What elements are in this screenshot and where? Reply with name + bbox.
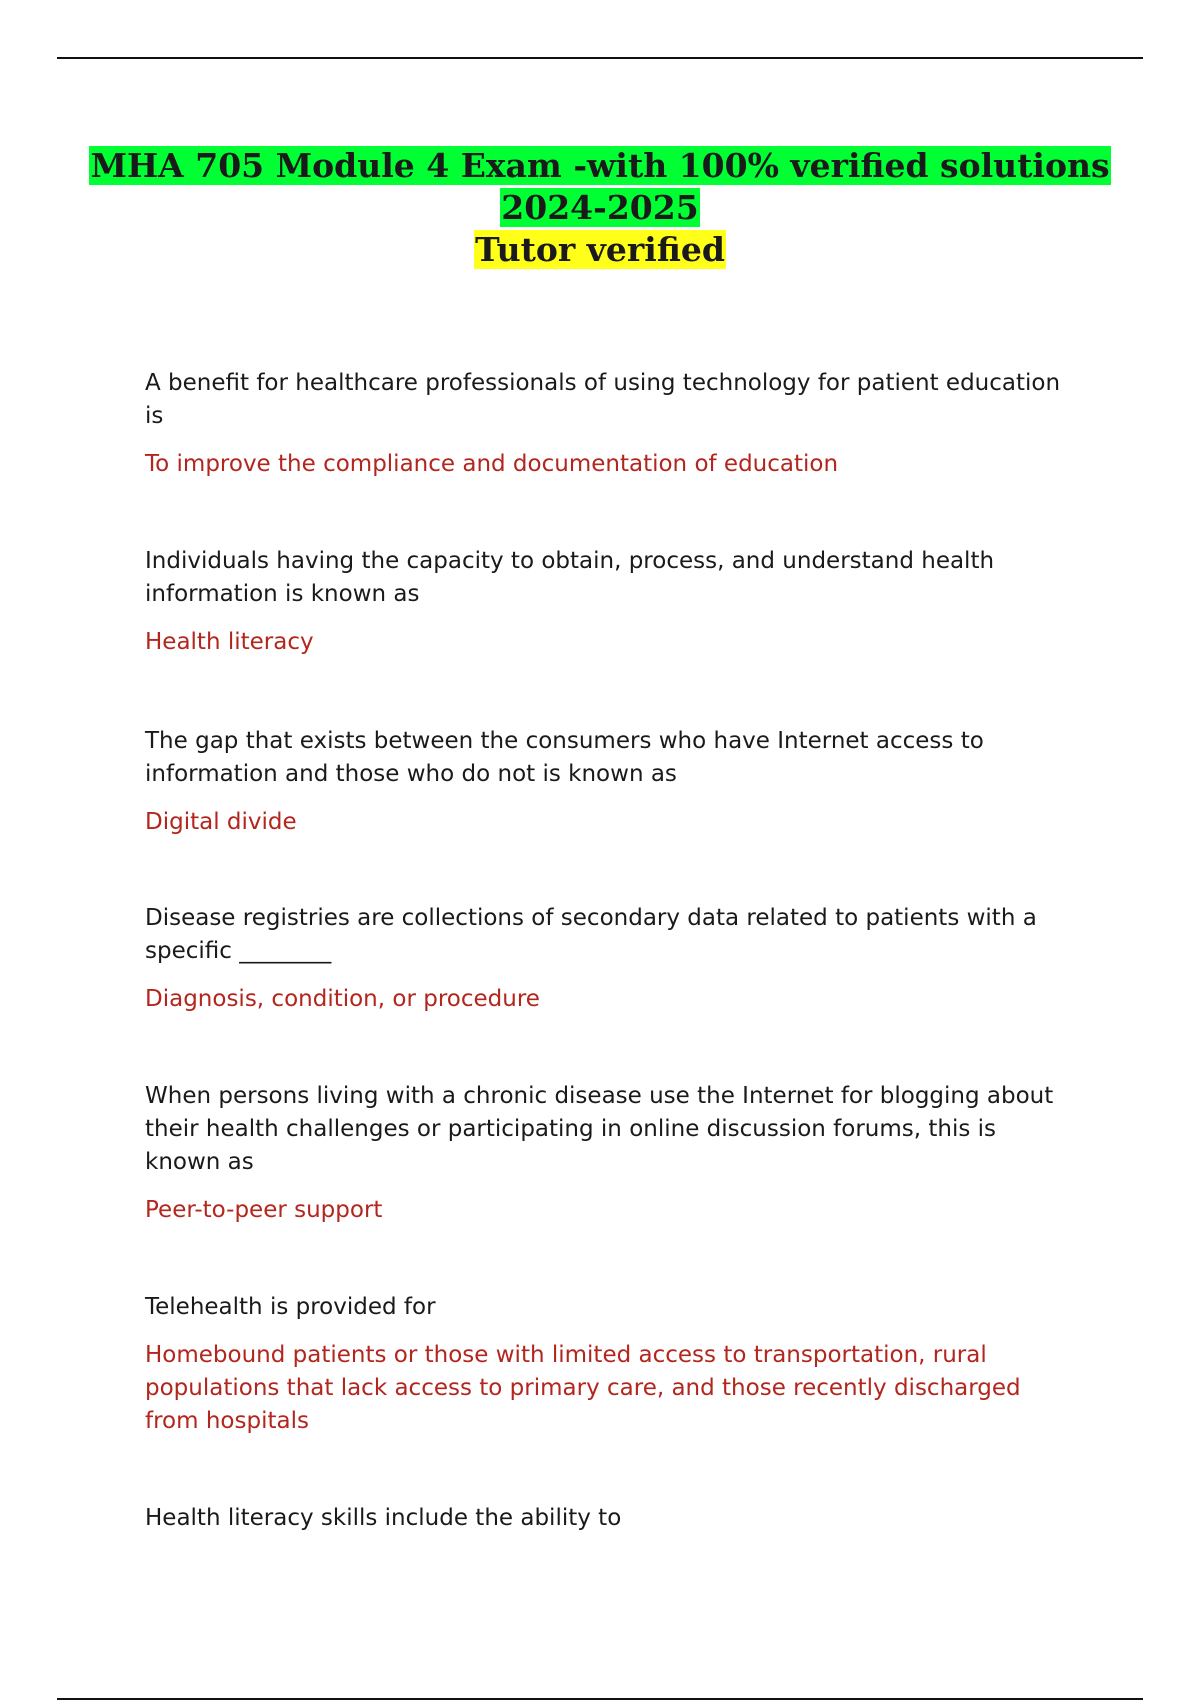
question-7: Health literacy skills include the ability to [145, 1505, 622, 1531]
answer-5: Peer-to-peer support [145, 1197, 383, 1223]
qa-item-4 [145, 902, 1065, 1080]
answer-1: To improve the compliance and documentation of education [145, 451, 839, 477]
title-line-1: MHA 705 Module 4 Exam -with 100% verified solutions [90, 146, 1110, 185]
qa-item-1 [145, 367, 1065, 545]
qa-list [145, 367, 1065, 1535]
title-line-3: Tutor verified [475, 230, 725, 269]
question-1: A benefit for healthcare professionals of using technology for patient education is [145, 370, 1061, 429]
qa-item-3 [145, 725, 1065, 902]
question-6: Telehealth is provided for [145, 1294, 436, 1320]
title-line-2: 2024-2025 [501, 188, 699, 227]
question-2: Individuals having the capacity to obtain, process, and understand health information is known as [145, 548, 995, 607]
qa-item-6 [145, 1291, 1065, 1502]
answer-2: Health literacy [145, 629, 314, 655]
qa-item-2 [145, 545, 1065, 725]
answer-6: Homebound patients or those with limited access to transportation, rural populations that lack access to primary care, and those recently discharged from hospitals [145, 1342, 1021, 1434]
answer-4: Diagnosis, condition, or procedure [145, 986, 540, 1012]
question-3: The gap that exists between the consumers who have Internet access to information and those who do not is known as [145, 728, 984, 787]
question-5: When persons living with a chronic disease use the Internet for blogging about their health challenges or participating in online discussion forums, this is known as [145, 1083, 1054, 1175]
document-title [0, 145, 1200, 271]
question-4: Disease registries are collections of secondary data related to patients with a specific ________ [145, 905, 1037, 964]
answer-3: Digital divide [145, 809, 297, 835]
qa-item-5 [145, 1080, 1065, 1291]
top-rule [57, 57, 1143, 59]
qa-item-7 [145, 1502, 1065, 1535]
